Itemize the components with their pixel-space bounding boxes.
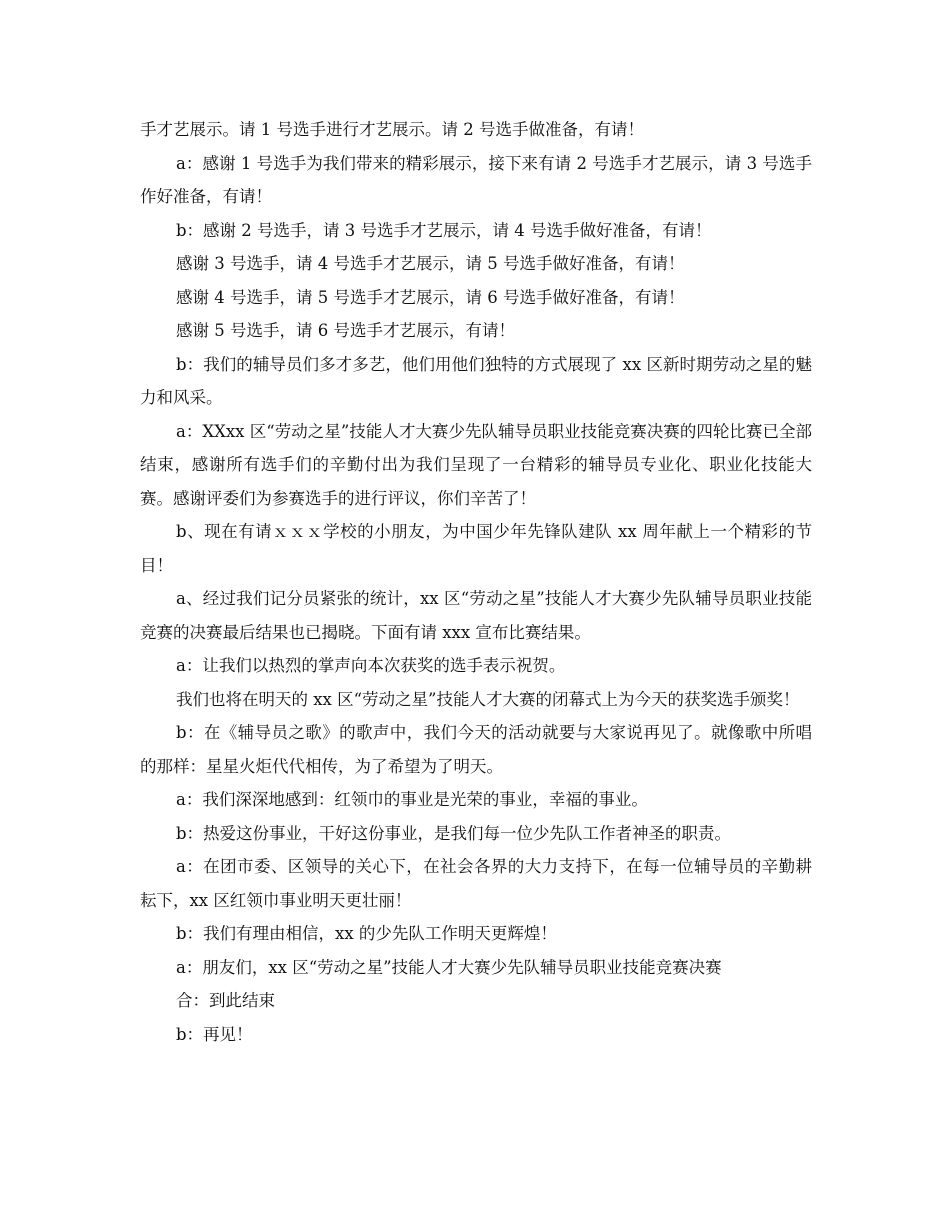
paragraph: b：在《辅导员之歌》的歌声中，我们今天的活动就要与大家说再见了。就像歌中所唱的那样：星星火炬代代相传，为了希望为了明天。 bbox=[140, 723, 812, 776]
paragraph: 合：到此结束 bbox=[176, 991, 275, 1010]
document-body bbox=[140, 113, 812, 1051]
paragraph: a：朋友们，xx 区“劳动之星”技能人才大赛少先队辅导员职业技能竞赛决赛 bbox=[176, 957, 722, 977]
paragraph: 手才艺展示。请 1 号选手进行才艺展示。请 2 号选手做准备，有请！ bbox=[140, 120, 644, 139]
paragraph: 感谢 5 号选手，请 6 号选手才艺展示，有请！ bbox=[176, 321, 515, 340]
paragraph: b、现在有请ｘｘｘ学校的小朋友，为中国少年先锋队建队 xx 周年献上一个精彩的节目！ bbox=[140, 522, 812, 575]
paragraph: a：在团市委、区领导的关心下，在社会各界的大力支持下，在每一位辅导员的辛勤耕耘下，xx 区红领巾事业明天更壮丽！ bbox=[140, 857, 812, 910]
paragraph: b：感谢 2 号选手，请 3 号选手才艺展示，请 4 号选手做好准备，有请！ bbox=[176, 220, 712, 240]
paragraph: b：再见！ bbox=[176, 1024, 253, 1044]
paragraph: b：热爱这份事业，干好这份事业，是我们每一位少先队工作者神圣的职责。 bbox=[176, 823, 732, 843]
paragraph: a：感谢 1 号选手为我们带来的精彩展示，接下来有请 2 号选手才艺展示，请 3 号选手作好准备，有请！ bbox=[140, 153, 812, 206]
paragraph: a：我们深深地感到：红领巾的事业是光荣的事业，幸福的事业。 bbox=[176, 790, 648, 809]
paragraph: a：XXxx 区“劳动之星”技能人才大赛少先队辅导员职业技能竞赛决赛的四轮比赛已全部结束，感谢所有选手们的辛勤付出为我们呈现了一台精彩的辅导员专业化、职业化技能大赛。感谢评委们为参赛选手的进行评议，你们辛苦了！ bbox=[140, 421, 812, 508]
paragraph: a、经过我们记分员紧张的统计，xx 区“劳动之星”技能人才大赛少先队辅导员职业技能竞赛的决赛最后结果也已揭晓。下面有请 xxx 宣布比赛结果。 bbox=[140, 589, 812, 642]
paragraph: 我们也将在明天的 xx 区“劳动之星”技能人才大赛的闭幕式上为今天的获奖选手颁奖！ bbox=[176, 689, 800, 709]
paragraph: a：让我们以热烈的掌声向本次获奖的选手表示祝贺。 bbox=[176, 656, 566, 675]
paragraph: b：我们有理由相信，xx 的少先队工作明天更辉煌！ bbox=[176, 924, 557, 943]
paragraph: 感谢 4 号选手，请 5 号选手才艺展示，请 6 号选手做好准备，有请！ bbox=[176, 287, 685, 307]
paragraph: b：我们的辅导员们多才多艺，他们用他们独特的方式展现了 xx 区新时期劳动之星的魅力和风采。 bbox=[140, 354, 812, 407]
paragraph: 感谢 3 号选手，请 4 号选手才艺展示，请 5 号选手做好准备，有请！ bbox=[176, 254, 685, 273]
